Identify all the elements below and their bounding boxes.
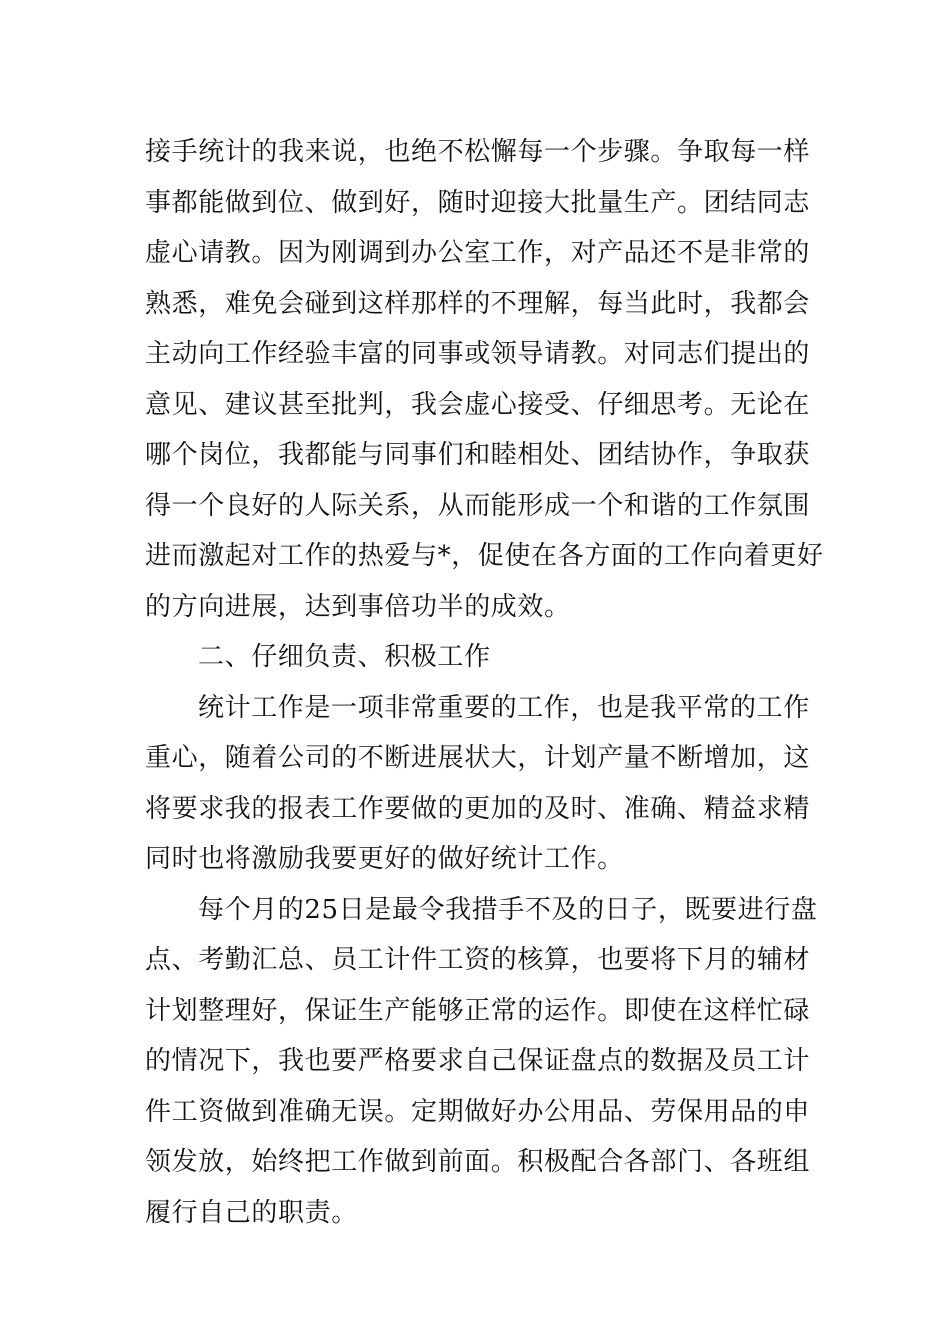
text-line: 的方向进展，达到事倍功半的成效。 bbox=[145, 591, 571, 622]
text-line: 得一个良好的人际关系，从而能形成一个和谐的工作氛围 bbox=[145, 490, 811, 521]
text-line: 的情况下，我也要严格要求自己保证盘点的数据及员工计 bbox=[145, 1046, 811, 1076]
text-line: 将要求我的报表工作要做的更加的及时、准确、精益求精 bbox=[145, 793, 811, 824]
paragraph-first-line: 统计工作是一项非常重要的工作，也是我平常的工作 bbox=[198, 692, 810, 723]
paragraph-first-line: 二、仔细负责、积极工作 bbox=[198, 642, 491, 672]
text-line: 履行自己的职责。 bbox=[145, 1197, 358, 1228]
text-line: 同时也将激励我要更好的做好统计工作。 bbox=[145, 844, 624, 874]
text-line: 接手统计的我来说，也绝不松懈每一个步骤。争取每一样 bbox=[145, 137, 811, 167]
text-line: 件工资做到准确无误。定期做好办公用品、劳保用品的申 bbox=[145, 1096, 811, 1127]
text-line: 进而激起对工作的热爱与*，促使在各方面的工作向着更好 bbox=[145, 541, 824, 571]
text-line: 虚心请教。因为刚调到办公室工作，对产品还不是非常的 bbox=[145, 238, 811, 268]
paragraph-first-line: 每个月的25日是最令我措手不及的日子，既要进行盘 bbox=[198, 894, 818, 925]
body-text bbox=[145, 127, 824, 1238]
text-line: 意见、建议甚至批判，我会虚心接受、仔细思考。无论在 bbox=[145, 389, 811, 420]
text-line: 计划整理好，保证生产能够正常的运作。即使在这样忙碌 bbox=[145, 995, 811, 1026]
text-line: 熟悉，难免会碰到这样那样的不理解，每当此时，我都会 bbox=[145, 288, 811, 319]
text-line: 事都能做到位、做到好，随时迎接大批量生产。团结同志 bbox=[145, 187, 811, 218]
text-line: 主动向工作经验丰富的同事或领导请教。对同志们提出的 bbox=[145, 339, 811, 369]
text-line: 领发放，始终把工作做到前面。积极配合各部门、各班组 bbox=[145, 1147, 811, 1177]
text-line: 重心，随着公司的不断进展状大，计划产量不断增加，这 bbox=[145, 743, 811, 773]
text-line: 哪个岗位，我都能与同事们和睦相处、团结协作，争取获 bbox=[145, 440, 811, 470]
text-line: 点、考勤汇总、员工计件工资的核算，也要将下月的辅材 bbox=[145, 945, 811, 975]
